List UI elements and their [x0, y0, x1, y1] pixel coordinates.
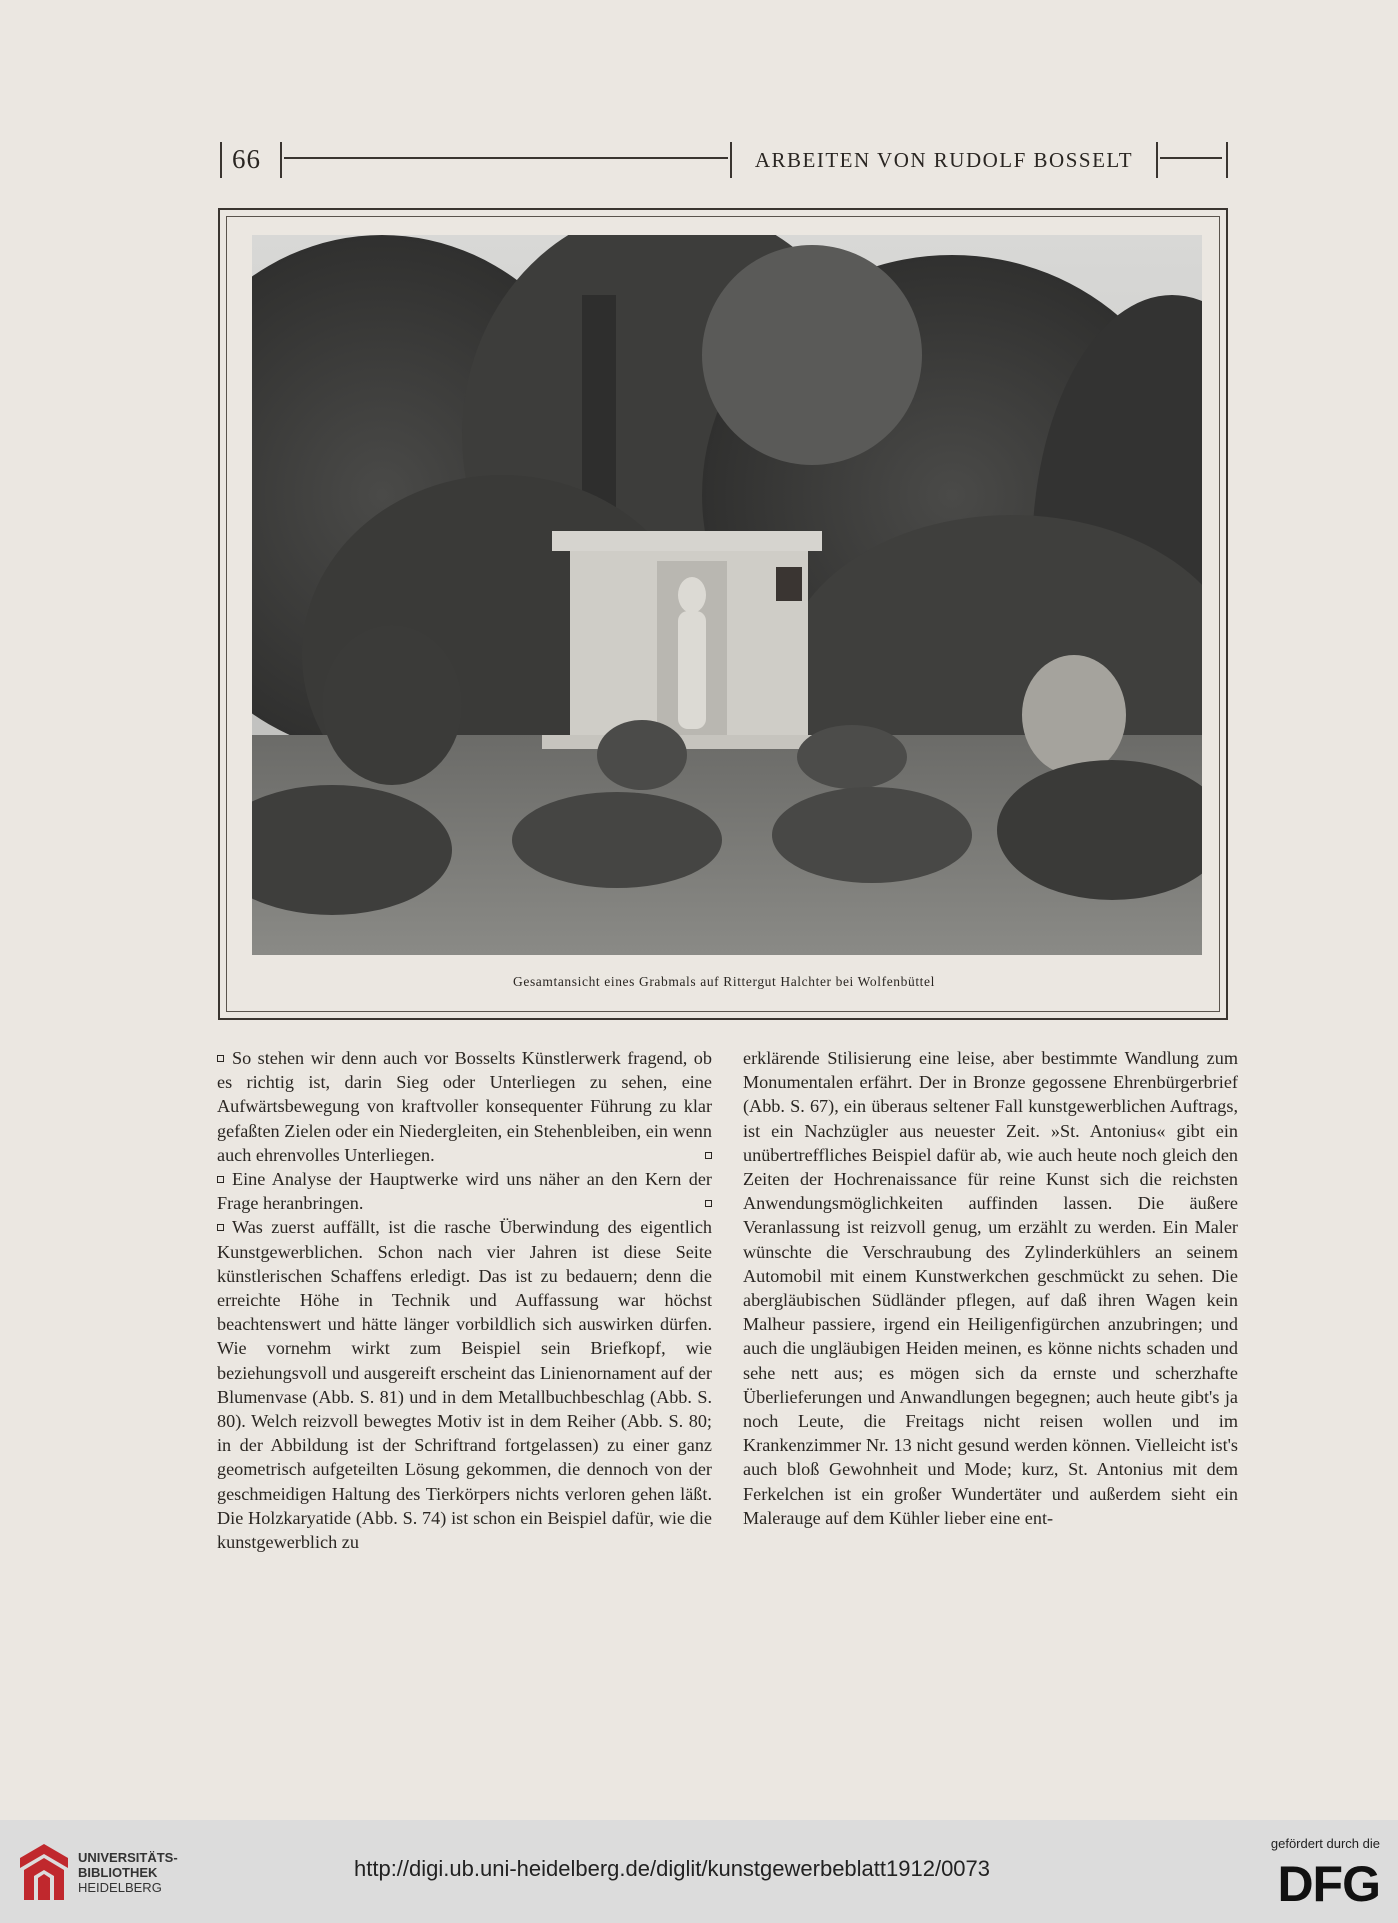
header-divider — [730, 142, 732, 178]
university-library-logo-icon — [14, 1838, 74, 1906]
figure-caption: Gesamtansicht eines Grabmals auf Rittergut Halchter bei Wolfenbüttel — [513, 974, 935, 989]
running-header — [220, 142, 1228, 178]
paragraph-square-icon — [217, 1224, 224, 1231]
page-number: 66 — [232, 144, 261, 174]
photo-illustration — [252, 235, 1202, 955]
paragraph-text: erklärende Stilisierung eine leise, aber bestimmte Wandlung zum Monumentalen erfährt. Der in Bronze gegossene Ehrenbürgerbrief (Abb. S. 67), ein überaus seltener Fall kunstgewerblichen Auftrags, ist ein Nachzügler aus neuester Zeit. »St. Antonius« gibt ein unübertreffliches Beispiel dafür ab, wie auch heute noch gleich den Zeiten der Hochrenaissance für reine Kunst sich die reichsten Anwendungsmöglichkeiten auffinden lassen. Die äußere Veranlassung ist reizvoll genug, um erzählt zu werden. Ein Maler wünschte die Verschraubung des Zylinderkühlers an seinem Automobil mit einem Kunstwerkchen geschmückt zu sehen. Die abergläubischen Südländer pflegen, auf daß ihren Wagen kein Malheur passiere, irgend ein Heiligenfigürchen anzubringen; und auch die ungläubigen Heiden meinen, es könne nichts schaden und sehe nett aus; es mögen sich da ernste und scherzhafte Überlieferungen und Anwandlungen begegnen; auch heute gibt's ja noch Leute, die Freitags nicht reisen wollen und im Krankenzimmer Nr. 13 nicht gesund werden können. Vielleicht ist's auch bloß Gewohnheit und Mode; kurz, St. Antonius mit dem Ferkelchen ist ein großer Wundertäter und außerdem sieht ein Malerauge auf dem Kühler lieber eine ent- — [743, 1048, 1238, 1528]
funding-caption: gefördert durch die — [1270, 1836, 1380, 1851]
library-name-line: BIBLIOTHEK — [78, 1865, 158, 1880]
paragraph-square-icon — [217, 1055, 224, 1062]
header-line — [1160, 157, 1222, 159]
text-column-right — [743, 1046, 1238, 1530]
library-name-line: HEIDELBERG — [78, 1880, 162, 1895]
paragraph — [217, 1046, 712, 1167]
text-column-left — [217, 1046, 712, 1554]
dfg-logo-icon: DFG — [1277, 1856, 1380, 1912]
paragraph — [217, 1215, 712, 1554]
library-name-line: UNIVERSITÄTS- — [78, 1850, 178, 1865]
header-rule-left — [220, 142, 222, 178]
header-rule-right — [1226, 142, 1228, 178]
permalink[interactable]: http://digi.ub.uni-heidelberg.de/diglit/kunstgewerbeblatt1912/0073 — [354, 1856, 991, 1881]
grave-monument-photo — [252, 235, 1202, 955]
paragraph-square-icon — [217, 1176, 224, 1183]
library-name — [78, 1850, 178, 1895]
running-title: ARBEITEN VON RUDOLF BOSSELT — [754, 148, 1134, 172]
paragraph — [743, 1046, 1238, 1530]
header-divider — [280, 142, 282, 178]
paragraph — [217, 1167, 712, 1215]
paragraph-end-square-icon — [705, 1152, 712, 1159]
header-divider — [1156, 142, 1158, 178]
paragraph-end-square-icon — [705, 1200, 712, 1207]
paragraph-text: Was zuerst auffällt, ist die rasche Überwindung des eigentlich Kunstgewerblichen. Schon nach vier Jahren ist diese Seite künstlerischen Schaffens erledigt. Das ist zu bedauern; denn die erreichte Höhe in Technik und Auffassung war höchst beachtenswert und hätte länger vorbildlich sich auswirken dürfen. Wie vornehm wirkt zum Beispiel sein Briefkopf, wie beziehungsvoll und ausgereift erscheint das Linienornament auf der Blumenvase (Abb. S. 81) und in dem Metallbuchbeschlag (Abb. S. 80). Welch reizvoll bewegtes Motiv ist in dem Reiher (Abb. S. 80; in der Abbildung ist der Schriftrand fortgelassen) zu einer ganz geometrisch aufgeteilten Lösung gekommen, die dennoch von der geschmeidigen Haltung des Tierkörpers nichts verloren gehen läßt. Die Holzkaryatide (Abb. S. 74) ist schon ein Beispiel dafür, wie die kunstgewerblich zu — [217, 1217, 712, 1553]
header-line — [284, 157, 728, 159]
digitization-footer — [0, 1820, 1398, 1923]
paragraph-text: So stehen wir denn auch vor Bosselts Künstlerwerk fragend, ob es richtig ist, darin Sieg oder Unterliegen zu sehen, eine Aufwärtsbewegung von kraftvoller konsequenter Führung zu klar gefaßten Zielen oder ein Niedergleiten, ein Stehenbleiben, ein wenn auch ehrenvolles Unterliegen. — [217, 1048, 712, 1165]
paragraph-text: Eine Analyse der Hauptwerke wird uns näher an den Kern der Frage heranbringen. — [217, 1169, 712, 1214]
